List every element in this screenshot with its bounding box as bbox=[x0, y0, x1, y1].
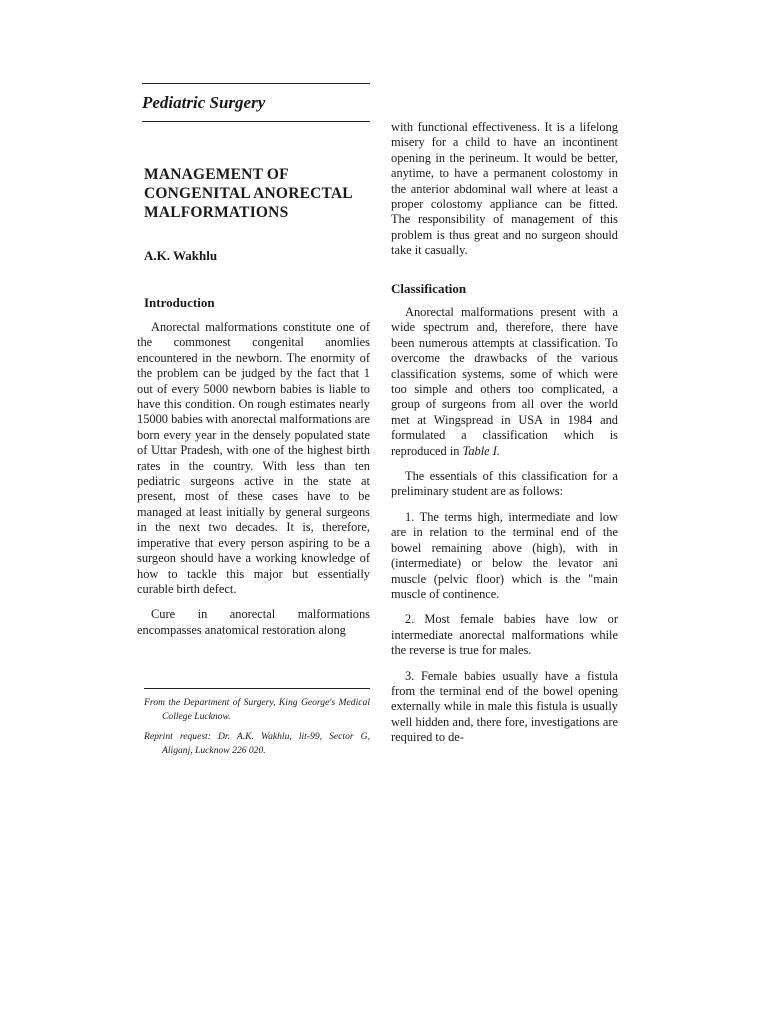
footnote-rule bbox=[144, 688, 370, 689]
left-column-body bbox=[137, 320, 370, 638]
right-column-top bbox=[391, 120, 618, 259]
classification-point-2: 2. Most female babies have low or intermediate anorectal malformations while the reverse is true for males. bbox=[391, 612, 618, 658]
classification-paragraph-2: The essentials of this classification for a preliminary student are as follows: bbox=[391, 469, 618, 499]
classification-paragraph-1-text: Anorectal malformations present with a wide spectrum and, therefore, there have been numerous attempts at classification. To overcome the drawbacks of the various classification systems, some of which were too simple and others too complicated, a group of surgeons from all over the world met at Wingspread in USA in 1984 and formulated a classification which is reproduced in bbox=[391, 305, 618, 458]
classification-paragraph-1 bbox=[391, 305, 618, 459]
classification-point-3: 3. Female babies usually have a fistula from the terminal end of the bowel opening externally while in male this fistula is usually well hidden and, there fore, investigations are required to de- bbox=[391, 668, 618, 745]
introduction-paragraph-2: Cure in anorectal malformations encompasses anatomical restoration along bbox=[137, 607, 370, 637]
introduction-paragraph-1: Anorectal malformations constitute one of the commonest congenital anomlies encountered in the newborn. The enormity of the problem can be judged by the fact that 1 out of every 5000 newborn babies is liable to have this condition. On rough estimates nearly 15000 babies with anorectal malformations are born every year in the densely populated state of Uttar Pradesh, with one of the highest birth rates in the country. With less than ten pediatric surgeons active in the state at present, most of these cases have to be managed at least initially by general surgeons in the next two decades. It is, therefore, imperative that every person aspiring to be a surgeon should have a working knowledge of how to tackle this major but essentially curable birth defect. bbox=[137, 320, 370, 596]
footnote-affiliation: From the Department of Surgery, King George's Medical College Lucknow. bbox=[144, 697, 370, 722]
classification-heading: Classification bbox=[391, 281, 467, 296]
footnote bbox=[144, 696, 370, 764]
article-author: A.K. Wakhlu bbox=[144, 248, 218, 263]
classification-point-1: 1. The terms high, intermediate and low are in relation to the terminal end of the bowel remaining above (high), with in (intermediate) or below the levator ani muscle (pelvic floor) which is the "main muscle of continence. bbox=[391, 509, 618, 601]
journal-section-title: Pediatric Surgery bbox=[142, 93, 266, 112]
right-column-body bbox=[391, 305, 618, 746]
continuation-paragraph: with functional effectiveness. It is a lifelong misery for a child to have an incontinent opening in the perineum. It would be better, anytime, to have a permanent colostomy in the anterior abdominal wall where at least a proper colostomy appliance can be fitted. The responsibility of management of this problem is thus great and no surgeon should take it casually. bbox=[391, 120, 618, 258]
header-bottom-rule bbox=[142, 121, 370, 122]
header-top-rule bbox=[142, 83, 370, 84]
footnote-reprint: Reprint request: Dr. A.K. Wakhlu, lit-99, Sector G, Aliganj, Lucknow 226 020. bbox=[144, 731, 370, 756]
article-title: MANAGEMENT OF CONGENITAL ANORECTAL MALFORMATIONS bbox=[144, 166, 352, 221]
table-reference: Table I. bbox=[462, 443, 500, 458]
introduction-heading: Introduction bbox=[144, 295, 215, 310]
